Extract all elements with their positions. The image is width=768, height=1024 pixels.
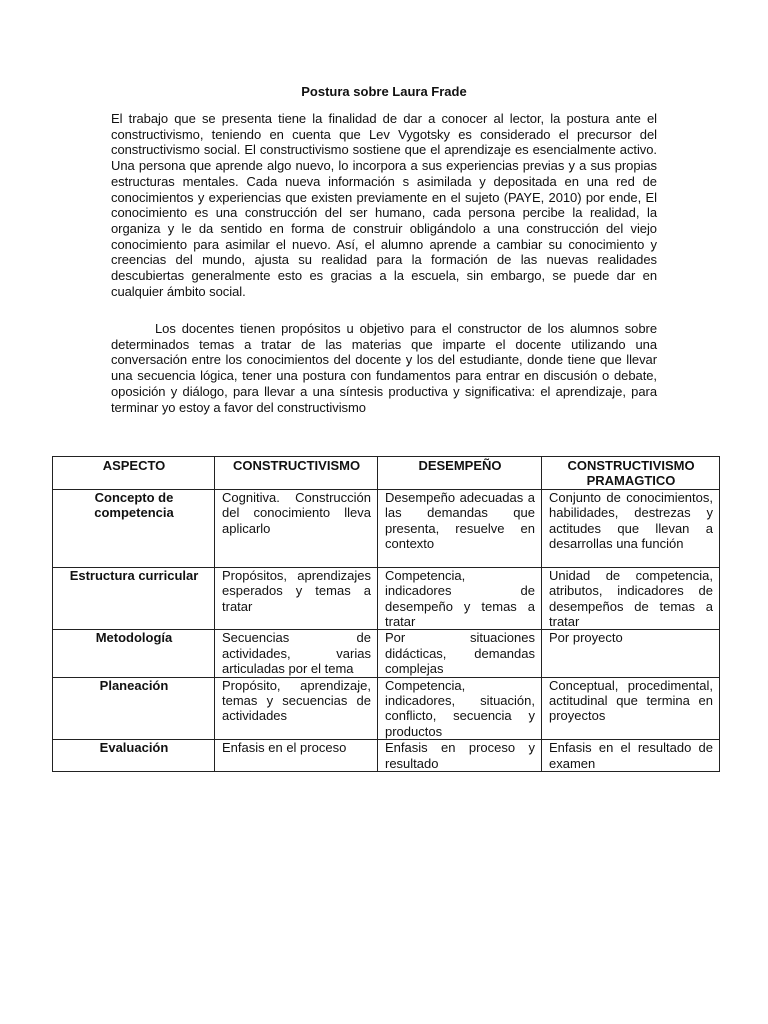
row-aspect-label: Planeación	[53, 677, 215, 740]
row-aspect-label: Estructura curricular	[53, 567, 215, 630]
table-cell: Unidad de competencia, atributos, indicadores de desempeños de temas a tratar	[542, 567, 720, 630]
table-cell: Cognitiva. Construcción del conocimiento lleva aplicarlo	[215, 489, 378, 567]
paragraph-docentes: Los docentes tienen propósitos u objetivo para el constructor de los alumnos sobre determinados temas a tratar de las materias que imparte el docente utilizando una conversación entre los conocimientos del docente y los del estudiante, donde tiene que llevar una secuencia lógica, tener una postura con fundamentos para entrar en discusión o debate, oposición y diálogo, para llevar a una síntesis productiva y significativa: el aprendizaje, para terminar yo estoy a favor del constructivismo	[111, 321, 657, 415]
table-row	[53, 489, 720, 567]
table-cell: Conceptual, procedimental, actitudinal que termina en proyectos	[542, 677, 720, 740]
header-constructivismo: CONSTRUCTIVISMO	[215, 457, 378, 490]
table-cell: Enfasis en el resultado de examen	[542, 740, 720, 772]
paragraph-intro: El trabajo que se presenta tiene la finalidad de dar a conocer al lector, la postura ante el constructivismo, teniendo en cuenta que Lev Vygotsky es considerado el precursor del constructivismo social. El constructivismo sostiene que el aprendizaje es esencialmente activo. Una persona que aprende algo nuevo, lo incorpora a sus experiencias previas y a sus propias estructuras mentales. Cada nueva información s asimilada y depositada en una red de conocimientos y experiencias que existen previamente en el sujeto (PAYE, 2010) por ende, El conocimiento es una construcción del ser humano, cada persona percibe la realidad, la organiza y le da sentido en forma de construir obligándolo a una construcción del viejo conocimiento para asimilar el nuevo. Así, el alumno aprende a cambiar su conocimiento y creencias del mundo, ajusta su realidad para la formación de las nuevas realidades descubiertas generalmente esto es gracias a la escuela, sin embargo, se puede dar en cualquier ámbito social.	[111, 111, 657, 299]
table-cell: Por proyecto	[542, 630, 720, 677]
table-cell: Propósitos, aprendizajes esperados y temas a tratar	[215, 567, 378, 630]
table-row	[53, 567, 720, 630]
table-header-row	[53, 457, 720, 490]
header-desempeno: DESEMPEÑO	[378, 457, 542, 490]
row-aspect-label: Evaluación	[53, 740, 215, 772]
row-aspect-label: Metodología	[53, 630, 215, 677]
table-row	[53, 630, 720, 677]
table-cell: Desempeño adecuadas a las demandas que presenta, resuelve en contexto	[378, 489, 542, 567]
table-cell: Conjunto de conocimientos, habilidades, destrezas y actitudes que llevan a desarrollas una función	[542, 489, 720, 567]
table-cell: Por situaciones didácticas, demandas complejas	[378, 630, 542, 677]
row-aspect-label: Concepto de competencia	[53, 489, 215, 567]
table-cell: Competencia, indicadores de desempeño y temas a tratar	[378, 567, 542, 630]
table-cell: Propósito, aprendizaje, temas y secuencias de actividades	[215, 677, 378, 740]
table-row	[53, 677, 720, 740]
table-row	[53, 740, 720, 772]
table-cell: Enfasis en proceso y resultado	[378, 740, 542, 772]
comparison-table	[52, 456, 720, 772]
header-constructivismo-pragmatico: CONSTRUCTIVISMO PRAMAGTICO	[542, 457, 720, 490]
table-cell: Secuencias de actividades, varias articuladas por el tema	[215, 630, 378, 677]
table-cell: Competencia, indicadores, situación, conflicto, secuencia y productos	[378, 677, 542, 740]
table-cell: Enfasis en el proceso	[215, 740, 378, 772]
header-aspecto: ASPECTO	[53, 457, 215, 490]
document-title: Postura sobre Laura Frade	[301, 84, 467, 99]
